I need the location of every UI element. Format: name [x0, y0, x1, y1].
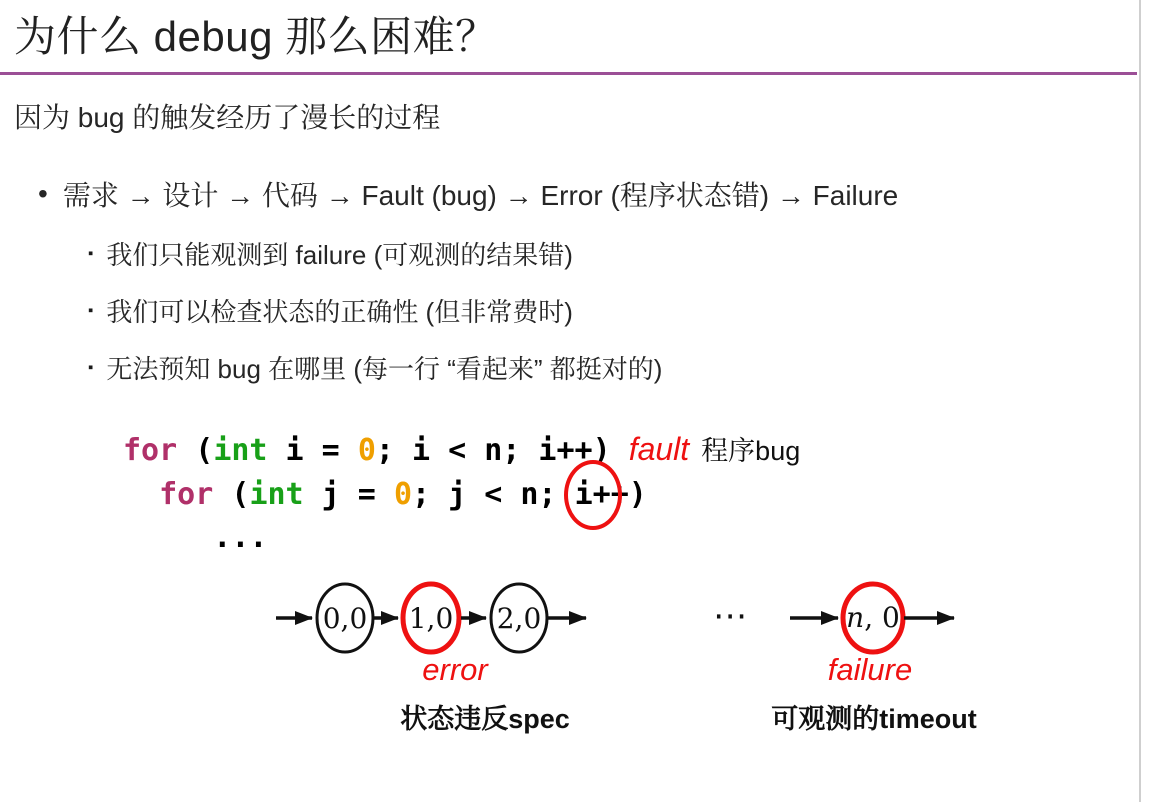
- type-token: int: [249, 477, 304, 512]
- state-label-n0: n, 0: [846, 601, 900, 634]
- error-label: error: [422, 652, 488, 687]
- bug-circle-highlight: i+: [575, 473, 611, 516]
- sub-bullet-list: [88, 238, 662, 409]
- code-text: +): [610, 477, 647, 512]
- state-label-00: 0,0: [322, 602, 368, 635]
- title-underline: [0, 72, 1137, 75]
- code-text: i =: [267, 433, 358, 468]
- square-marker-icon: ▪: [88, 359, 94, 376]
- sub-bullet-text: 无法预知 bug 在哪里 (每一行 “看起来” 都挺对的): [106, 354, 663, 384]
- ellipsis-dots: ⋯: [713, 597, 747, 635]
- state-label-10: 1,0: [408, 602, 454, 635]
- indent: [123, 477, 159, 512]
- code-text: j =: [303, 477, 394, 512]
- sub-bullet-item: [88, 238, 662, 269]
- type-token: int: [213, 433, 268, 468]
- square-marker-icon: ▪: [88, 302, 94, 319]
- code-line-1: [123, 433, 800, 468]
- process-bullet: [38, 174, 898, 214]
- sub-bullet-text: 我们可以检查状态的正确性 (但非常费时): [106, 297, 573, 327]
- number-token: 0: [357, 433, 376, 468]
- punct-token: (: [213, 477, 250, 512]
- sub-bullet-text: 我们只能观测到 failure (可观测的结果错): [106, 240, 573, 270]
- fault-note: 程序bug: [701, 436, 801, 466]
- code-line-3: ...: [123, 520, 268, 555]
- failure-note: 可观测的timeout: [771, 704, 977, 734]
- code-block: [123, 428, 800, 559]
- keyword-token: for: [159, 477, 214, 512]
- number-token: 0: [393, 477, 412, 512]
- code-line-2: [123, 477, 647, 512]
- code-text: ; i < n; i++): [375, 433, 611, 468]
- punct-token: (: [177, 433, 214, 468]
- sub-bullet-item: [88, 295, 662, 326]
- state-label-20: 2,0: [496, 602, 542, 635]
- fault-label: fault: [628, 431, 690, 467]
- process-flow-text: 需求 → 设计 → 代码 → Fault (bug) → Error (程序状态错) → Failure: [62, 180, 899, 211]
- failure-label: failure: [827, 652, 913, 687]
- state-diagram: [270, 575, 970, 660]
- square-marker-icon: ▪: [88, 245, 94, 262]
- code-text: ; j < n;: [412, 477, 575, 512]
- sub-bullet-item: [88, 352, 662, 383]
- lead-text: 因为 bug 的触发经历了漫长的过程: [14, 102, 441, 133]
- page-title: 为什么 debug 那么困难？: [14, 13, 498, 60]
- bullet-marker-icon: •: [38, 178, 48, 209]
- error-note: 状态违反spec: [400, 704, 570, 734]
- keyword-token: for: [123, 433, 178, 468]
- slide-right-divider: [1139, 0, 1141, 802]
